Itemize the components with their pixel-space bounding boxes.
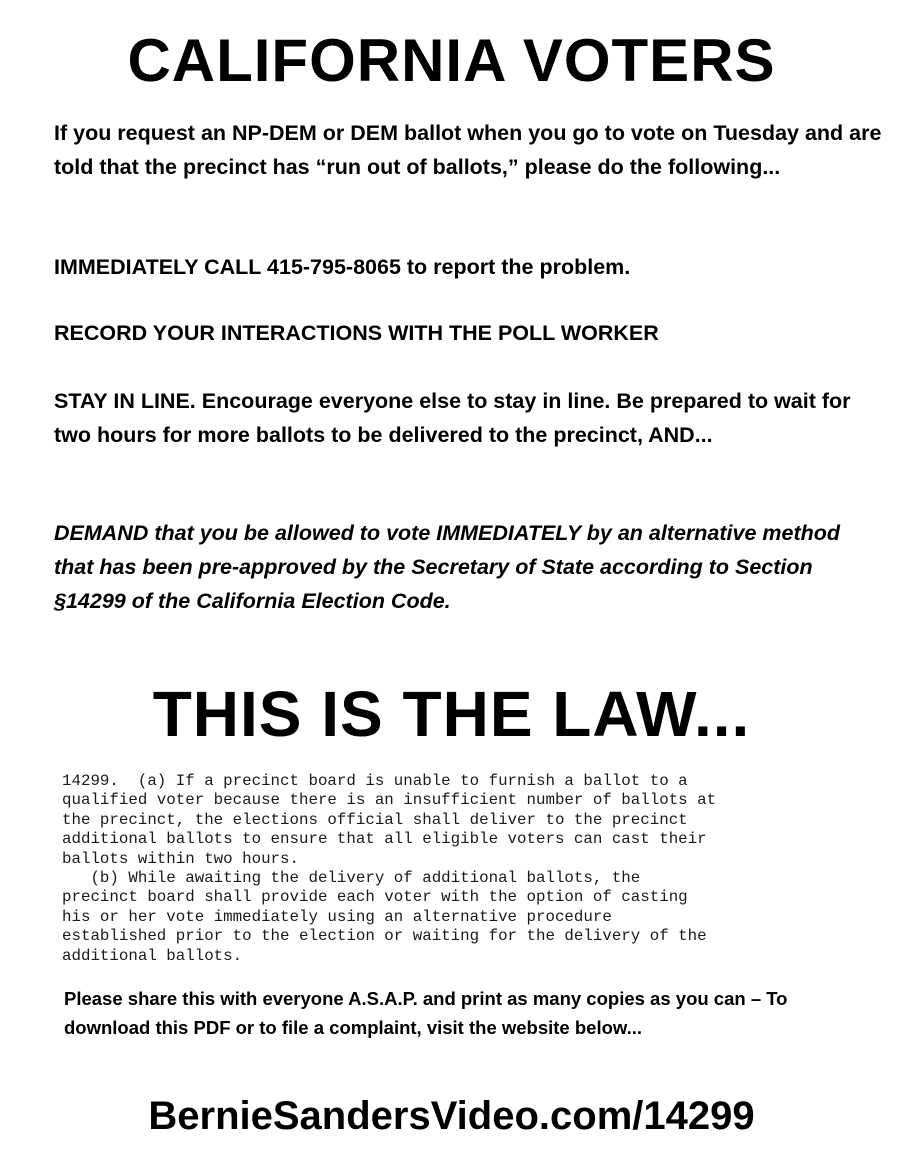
intro-paragraph: If you request an NP-DEM or DEM ballot when you go to vote on Tuesday and are told that the precinct has “run out of ballots,” please do the following... [54, 121, 882, 179]
demand-text-part1: that you be allowed to vote [148, 521, 437, 545]
statute-line: his or her vote immediately using an alternative procedure [62, 907, 612, 926]
demand-emphasis: DEMAND [54, 521, 149, 545]
demand-instruction [54, 516, 884, 618]
statute-line: additional ballots. [62, 946, 243, 965]
demand-text-part2: by an alternative method that has been pre-approved by the Secretary of State according to Section §14299 of the California Election Code. [54, 521, 841, 613]
statute-line: established prior to the election or waiting for the delivery of the [62, 927, 707, 946]
statute-line: 14299. (a) If a precinct board is unable to furnish a ballot to a [62, 772, 688, 790]
statute-line: precinct board shall provide each voter with the option of casting [62, 888, 688, 907]
demand-emphasis-immediately: IMMEDIATELY [436, 521, 581, 545]
share-paragraph: Please share this with everyone A.S.A.P. and print as many copies as you can – To download this PDF or to file a complaint, visit the website below... [64, 988, 788, 1038]
record-instruction: RECORD YOUR INTERACTIONS WITH THE POLL WORKER [54, 321, 659, 345]
page-title: CALIFORNIA VOTERS [127, 27, 776, 94]
statute-line: additional ballots to ensure that all eligible voters can cast their [62, 830, 707, 849]
statute-line: ballots within two hours. [62, 849, 299, 868]
statute-line: qualified voter because there is an insufficient number of ballots at [62, 791, 717, 810]
statute-line: (b) While awaiting the delivery of additional ballots, the [62, 869, 641, 888]
website-url: BernieSandersVideo.com/14299 [148, 1094, 755, 1138]
stay-in-line-instruction: STAY IN LINE. Encourage everyone else to stay in line. Be prepared to wait for two hours for more ballots to be delivered to the precinct, AND... [54, 389, 851, 447]
statute-excerpt [62, 772, 862, 966]
statute-line: the precinct, the elections official shall deliver to the precinct [62, 810, 688, 829]
call-instruction: IMMEDIATELY CALL 415-795-8065 to report the problem. [54, 255, 631, 279]
law-heading: THIS IS THE LAW... [152, 678, 751, 750]
